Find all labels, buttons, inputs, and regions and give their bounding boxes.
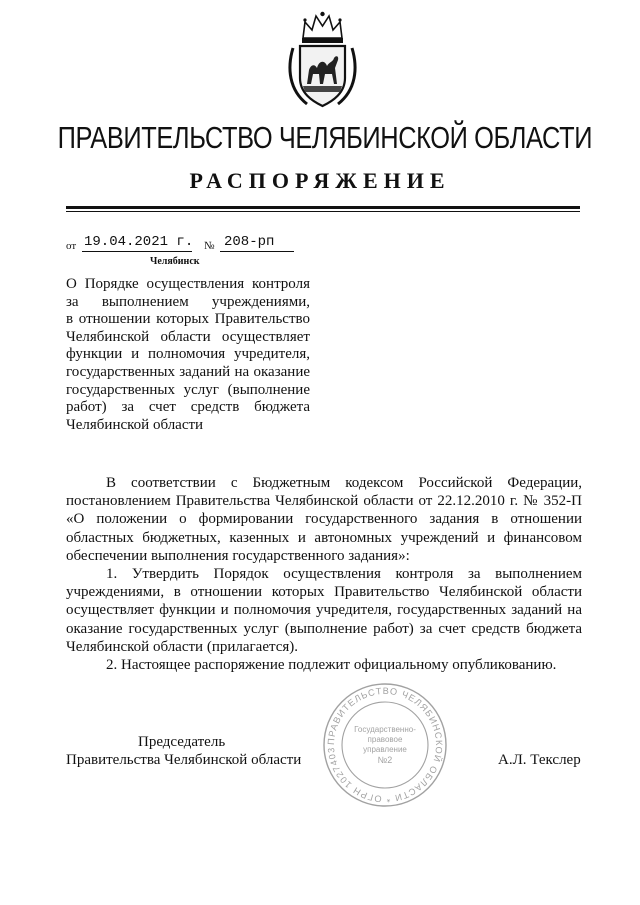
- date-underline: [82, 251, 192, 252]
- body-line: областных бюджетных, казенных и автономных учреждений и финансовом: [66, 529, 582, 546]
- body-line: оказание государственных услуг (выполнение работ) за счет средств бюджета: [66, 620, 582, 637]
- document-type-title: РАСПОРЯЖЕНИЕ: [189, 168, 451, 193]
- body-line: Челябинской области (прилагается).: [66, 638, 299, 655]
- document-city: Челябинск: [150, 256, 200, 267]
- date-prefix: от: [66, 240, 77, 252]
- body-line: 1. Утвердить Порядок осуществления контроля за выполнением: [106, 566, 582, 583]
- signatory-role-line1: Председатель: [138, 734, 226, 750]
- signatory-name: А.Л. Текслер: [498, 752, 581, 768]
- svg-text:управление: управление: [363, 745, 407, 754]
- header-divider-thick: [66, 206, 580, 209]
- svg-text:№2: №2: [377, 755, 393, 765]
- body-line: «О положении о формировании государственного задания в отношении: [66, 511, 582, 528]
- number-prefix: №: [204, 240, 215, 252]
- document-date: 19.04.2021 г.: [84, 234, 194, 250]
- subject-line: работ) за счет средств бюджета: [66, 399, 310, 416]
- signatory-role-line2: Правительства Челябинской области: [66, 752, 302, 768]
- document-body: [66, 474, 582, 674]
- subject-line: Челябинской области осуществляет: [66, 328, 310, 345]
- coat-of-arms-emblem: [285, 8, 360, 110]
- subject-line: государственных услуг (выполнение: [66, 381, 310, 398]
- svg-text:Государственно-: Государственно-: [354, 725, 416, 734]
- svg-text:ПРАВИТЕЛЬСТВО ЧЕЛЯБИНСКОЙ ОБЛА: ПРАВИТЕЛЬСТВО ЧЕЛЯБИНСКОЙ ОБЛАСТИ * ОГРН 1027403: [325, 685, 445, 805]
- body-line: 2. Настоящее распоряжение подлежит официальному опубликованию.: [106, 657, 557, 674]
- svg-text:правовое: правовое: [367, 735, 403, 744]
- document-number: 208-рп: [224, 234, 275, 250]
- registration-line: [66, 234, 296, 256]
- number-underline: [220, 251, 294, 252]
- body-line: обеспечении выполнения государственного задания»:: [66, 547, 410, 564]
- body-line: осуществляет функции и полномочия учредителя, государственных заданий на: [66, 602, 582, 619]
- subject-line: в отношении которых Правительство: [66, 311, 310, 328]
- subject-line: за выполнением учреждениями,: [66, 293, 310, 310]
- body-line: учреждениями, в отношении которых Правительство Челябинской области: [66, 584, 582, 601]
- subject-line: государственных заданий на оказание: [66, 363, 310, 380]
- government-title: ПРАВИТЕЛЬСТВО ЧЕЛЯБИНСКОЙ ОБЛАСТИ: [57, 120, 593, 155]
- official-seal-stamp: [322, 682, 448, 808]
- subject-line: функции и полномочия учредителя,: [66, 346, 310, 363]
- subject-line: О Порядке осуществления контроля: [66, 276, 310, 292]
- subject-line: Челябинской области: [66, 416, 204, 433]
- header-divider-thin: [66, 211, 580, 212]
- body-line: постановлением Правительства Челябинской области от 22.12.2010 г. № 352-П: [66, 493, 582, 510]
- document-subject: [66, 276, 310, 434]
- body-line: В соответствии с Бюджетным кодексом Российской Федерации,: [106, 475, 582, 491]
